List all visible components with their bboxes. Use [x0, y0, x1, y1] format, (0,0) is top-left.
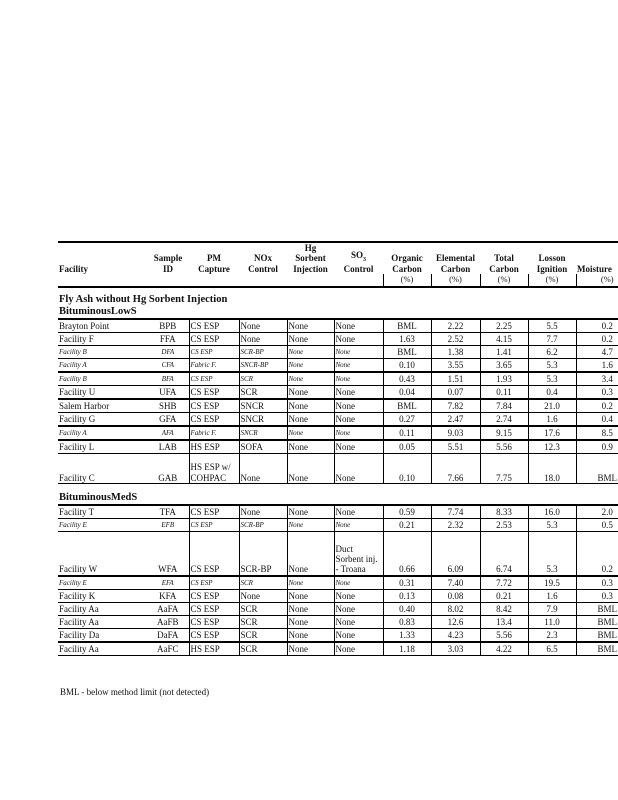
- cell-hg-sorbent: None: [287, 505, 334, 519]
- cell-moisture: 1.6: [576, 359, 618, 373]
- cell-organic-carbon: 0.10: [383, 454, 431, 484]
- cell-pm-capture: CS ESP: [189, 505, 239, 519]
- cell-pm-capture: HS ESP w/ COHPAC: [189, 454, 239, 484]
- cell-so3-control: None: [334, 628, 383, 642]
- cell-pm-capture: CS ESP: [189, 576, 239, 590]
- cell-moisture: 0.4: [576, 413, 618, 427]
- cell-so3-control: None: [334, 413, 383, 427]
- cell-sample-id: FFA: [147, 333, 189, 346]
- cell-facility: Facility L: [58, 440, 147, 454]
- cell-loss-on-ignition: 0.4: [528, 386, 576, 400]
- cell-total-carbon: 7.72: [480, 576, 528, 590]
- cell-elemental-carbon: 0.07: [431, 386, 480, 400]
- cell-loss-on-ignition: 2.3: [528, 628, 576, 642]
- cell-hg-sorbent: None: [287, 399, 334, 413]
- cell-nox-control: SCR: [239, 615, 287, 628]
- cell-loss-on-ignition: 18.0: [528, 454, 576, 484]
- cell-pm-capture: CS ESP: [189, 372, 239, 386]
- cell-hg-sorbent: None: [287, 589, 334, 602]
- cell-facility: Facility F: [58, 333, 147, 346]
- cell-total-carbon: 8.33: [480, 505, 528, 519]
- cell-loss-on-ignition: 6.2: [528, 346, 576, 359]
- cell-sample-id: CFA: [147, 359, 189, 373]
- cell-moisture: 0.5: [576, 519, 618, 532]
- cell-moisture: 0.9: [576, 440, 618, 454]
- group-bituminous-low-s: BituminousLowS: [58, 306, 618, 319]
- cell-pm-capture: CS ESP: [189, 399, 239, 413]
- cell-organic-carbon: 0.66: [383, 532, 431, 576]
- cell-moisture: BML: [576, 602, 618, 615]
- cell-hg-sorbent: None: [287, 642, 334, 656]
- col-sample-id: Sample ID: [153, 253, 183, 274]
- cell-so3-control: Duct Sorbent inj. - Troana: [334, 532, 383, 576]
- cell-sample-id: GAB: [147, 454, 189, 484]
- table-row: [58, 602, 618, 615]
- cell-organic-carbon: BML: [383, 319, 431, 333]
- cell-nox-control: None: [239, 333, 287, 346]
- cell-moisture: BML: [576, 628, 618, 642]
- cell-pm-capture: CS ESP: [189, 589, 239, 602]
- cell-hg-sorbent: None: [287, 346, 334, 359]
- table-row: [58, 346, 618, 359]
- cell-pm-capture: CS ESP: [189, 615, 239, 628]
- cell-hg-sorbent: None: [287, 426, 334, 440]
- table-row: [58, 319, 618, 333]
- cell-total-carbon: 13.4: [480, 615, 528, 628]
- cell-pm-capture: CS ESP: [189, 413, 239, 427]
- cell-loss-on-ignition: 5.3: [528, 359, 576, 373]
- cell-facility: Facility Aa: [58, 615, 147, 628]
- cell-so3-control: None: [334, 576, 383, 590]
- cell-organic-carbon: 0.40: [383, 602, 431, 615]
- cell-organic-carbon: 0.21: [383, 519, 431, 532]
- cell-organic-carbon: BML: [383, 399, 431, 413]
- table-row: [58, 386, 618, 400]
- cell-nox-control: SCR: [239, 386, 287, 400]
- table-row: [58, 359, 618, 373]
- cell-elemental-carbon: 2.22: [431, 319, 480, 333]
- cell-organic-carbon: 0.11: [383, 426, 431, 440]
- cell-loss-on-ignition: 5.3: [528, 372, 576, 386]
- cell-pm-capture: CS ESP: [189, 386, 239, 400]
- cell-total-carbon: 6.74: [480, 532, 528, 576]
- cell-nox-control: None: [239, 589, 287, 602]
- cell-nox-control: SCR: [239, 372, 287, 386]
- cell-moisture: BML: [576, 615, 618, 628]
- table-row: [58, 576, 618, 590]
- cell-total-carbon: 2.53: [480, 519, 528, 532]
- cell-organic-carbon: 0.59: [383, 505, 431, 519]
- cell-loss-on-ignition: 16.0: [528, 505, 576, 519]
- cell-elemental-carbon: 3.55: [431, 359, 480, 373]
- cell-pm-capture: CS ESP: [189, 532, 239, 576]
- cell-facility: Facility Da: [58, 628, 147, 642]
- cell-organic-carbon: 0.83: [383, 615, 431, 628]
- cell-moisture: 0.2: [576, 399, 618, 413]
- cell-total-carbon: 4.15: [480, 333, 528, 346]
- cell-elemental-carbon: 3.03: [431, 642, 480, 656]
- cell-facility: Facility E: [58, 519, 147, 532]
- col-loss-on-ignition: Losson Ignition: [536, 253, 568, 274]
- cell-hg-sorbent: None: [287, 628, 334, 642]
- cell-moisture: 2.0: [576, 505, 618, 519]
- cell-sample-id: TFA: [147, 505, 189, 519]
- cell-facility: Facility A: [58, 359, 147, 373]
- cell-nox-control: SNCR: [239, 426, 287, 440]
- cell-total-carbon: 2.25: [480, 319, 528, 333]
- cell-facility: Facility U: [58, 386, 147, 400]
- cell-moisture: 0.2: [576, 333, 618, 346]
- table-row: [58, 454, 618, 484]
- cell-nox-control: None: [239, 319, 287, 333]
- cell-facility: Brayton Point: [58, 319, 147, 333]
- cell-sample-id: LAB: [147, 440, 189, 454]
- cell-so3-control: None: [334, 346, 383, 359]
- cell-loss-on-ignition: 7.7: [528, 333, 576, 346]
- cell-total-carbon: 5.56: [480, 440, 528, 454]
- cell-loss-on-ignition: 11.0: [528, 615, 576, 628]
- cell-facility: Facility A: [58, 426, 147, 440]
- cell-sample-id: AaFA: [147, 602, 189, 615]
- cell-so3-control: None: [334, 602, 383, 615]
- cell-facility: Facility B: [58, 346, 147, 359]
- table-row: [58, 642, 618, 656]
- cell-sample-id: AFA: [147, 426, 189, 440]
- section-title: Fly Ash without Hg Sorbent Injection: [59, 294, 228, 306]
- cell-hg-sorbent: None: [287, 519, 334, 532]
- cell-moisture: BML: [576, 454, 618, 484]
- cell-hg-sorbent: None: [287, 413, 334, 427]
- cell-hg-sorbent: None: [287, 454, 334, 484]
- footnote: BML - below method limit (not detected): [60, 687, 210, 697]
- table-row: [58, 440, 618, 454]
- cell-loss-on-ignition: 1.6: [528, 413, 576, 427]
- cell-moisture: 0.2: [576, 319, 618, 333]
- cell-loss-on-ignition: 5.5: [528, 319, 576, 333]
- cell-moisture: 0.3: [576, 576, 618, 590]
- cell-total-carbon: 2.74: [480, 413, 528, 427]
- cell-nox-control: None: [239, 454, 287, 484]
- cell-moisture: 8.5: [576, 426, 618, 440]
- cell-total-carbon: 0.11: [480, 386, 528, 400]
- cell-pm-capture: Fabric F.: [189, 359, 239, 373]
- cell-so3-control: None: [334, 505, 383, 519]
- cell-organic-carbon: BML: [383, 346, 431, 359]
- cell-loss-on-ignition: 21.0: [528, 399, 576, 413]
- cell-loss-on-ignition: 17.6: [528, 426, 576, 440]
- cell-loss-on-ignition: 19.5: [528, 576, 576, 590]
- cell-pm-capture: CS ESP: [189, 333, 239, 346]
- cell-organic-carbon: 0.31: [383, 576, 431, 590]
- cell-loss-on-ignition: 5.3: [528, 519, 576, 532]
- cell-sample-id: EFA: [147, 576, 189, 590]
- cell-organic-carbon: 1.33: [383, 628, 431, 642]
- cell-so3-control: None: [334, 399, 383, 413]
- cell-elemental-carbon: 5.51: [431, 440, 480, 454]
- cell-nox-control: SCR: [239, 642, 287, 656]
- cell-facility: Facility G: [58, 413, 147, 427]
- col-organic-carbon: Organic Carbon: [391, 253, 423, 274]
- cell-pm-capture: CS ESP: [189, 519, 239, 532]
- col-elemental-carbon: Elemental Carbon: [436, 253, 475, 274]
- cell-hg-sorbent: None: [287, 440, 334, 454]
- col-facility: Facility: [59, 263, 88, 274]
- cell-nox-control: SCR-BP: [239, 346, 287, 359]
- cell-elemental-carbon: 7.40: [431, 576, 480, 590]
- cell-total-carbon: 1.41: [480, 346, 528, 359]
- cell-elemental-carbon: 4.23: [431, 628, 480, 642]
- cell-facility: Facility B: [58, 372, 147, 386]
- table-row: [58, 519, 618, 532]
- cell-sample-id: BFA: [147, 372, 189, 386]
- cell-elemental-carbon: 2.52: [431, 333, 480, 346]
- cell-total-carbon: 1.93: [480, 372, 528, 386]
- col-pm-capture: PM Capture: [198, 253, 230, 274]
- cell-hg-sorbent: None: [287, 319, 334, 333]
- cell-organic-carbon: 0.05: [383, 440, 431, 454]
- cell-sample-id: DFA: [147, 346, 189, 359]
- cell-loss-on-ignition: 7.9: [528, 602, 576, 615]
- units-row: (%) (%) (%) (%) (%): [58, 274, 618, 287]
- cell-elemental-carbon: 7.66: [431, 454, 480, 484]
- cell-so3-control: None: [334, 386, 383, 400]
- cell-loss-on-ignition: 6.5: [528, 642, 576, 656]
- cell-hg-sorbent: None: [287, 386, 334, 400]
- table-row: [58, 532, 618, 576]
- cell-total-carbon: 9.15: [480, 426, 528, 440]
- cell-elemental-carbon: 1.51: [431, 372, 480, 386]
- cell-sample-id: EFB: [147, 519, 189, 532]
- cell-pm-capture: CS ESP: [189, 602, 239, 615]
- cell-so3-control: None: [334, 426, 383, 440]
- cell-nox-control: SCR: [239, 602, 287, 615]
- table-row: [58, 399, 618, 413]
- cell-so3-control: None: [334, 589, 383, 602]
- cell-total-carbon: 4.22: [480, 642, 528, 656]
- cell-sample-id: GFA: [147, 413, 189, 427]
- table-header: [58, 242, 618, 319]
- cell-facility: Facility C: [58, 454, 147, 484]
- cell-total-carbon: 8.42: [480, 602, 528, 615]
- cell-sample-id: WFA: [147, 532, 189, 576]
- cell-elemental-carbon: 12.6: [431, 615, 480, 628]
- cell-organic-carbon: 0.13: [383, 589, 431, 602]
- table-row: [58, 426, 618, 440]
- cell-elemental-carbon: 2.47: [431, 413, 480, 427]
- cell-nox-control: SOFA: [239, 440, 287, 454]
- cell-hg-sorbent: None: [287, 576, 334, 590]
- cell-so3-control: None: [334, 440, 383, 454]
- cell-so3-control: None: [334, 615, 383, 628]
- col-moisture: Moisture: [577, 263, 612, 274]
- cell-sample-id: UFA: [147, 386, 189, 400]
- cell-nox-control: SCR-BP: [239, 532, 287, 576]
- cell-sample-id: KFA: [147, 589, 189, 602]
- cell-hg-sorbent: None: [287, 359, 334, 373]
- cell-sample-id: AaFB: [147, 615, 189, 628]
- cell-organic-carbon: 0.27: [383, 413, 431, 427]
- table-row: [58, 505, 618, 519]
- cell-total-carbon: 5.56: [480, 628, 528, 642]
- cell-nox-control: SNCR-BP: [239, 359, 287, 373]
- cell-sample-id: DaFA: [147, 628, 189, 642]
- cell-moisture: 0.3: [576, 589, 618, 602]
- cell-loss-on-ignition: 1.6: [528, 589, 576, 602]
- group-bituminous-med-s: BituminousMedS: [58, 484, 618, 506]
- cell-facility: Salem Harbor: [58, 399, 147, 413]
- cell-pm-capture: CS ESP: [189, 628, 239, 642]
- cell-pm-capture: HS ESP: [189, 642, 239, 656]
- group2-rows: [58, 505, 618, 655]
- fly-ash-carbon-table: [58, 241, 618, 656]
- cell-sample-id: SHB: [147, 399, 189, 413]
- cell-loss-on-ignition: 5.3: [528, 532, 576, 576]
- cell-organic-carbon: 1.63: [383, 333, 431, 346]
- cell-sample-id: BPB: [147, 319, 189, 333]
- cell-elemental-carbon: 2.32: [431, 519, 480, 532]
- table-row: [58, 589, 618, 602]
- cell-so3-control: None: [334, 454, 383, 484]
- cell-facility: Facility Aa: [58, 602, 147, 615]
- cell-elemental-carbon: 0.08: [431, 589, 480, 602]
- cell-organic-carbon: 0.04: [383, 386, 431, 400]
- cell-nox-control: None: [239, 505, 287, 519]
- cell-hg-sorbent: None: [287, 615, 334, 628]
- cell-so3-control: None: [334, 372, 383, 386]
- cell-moisture: 4.7: [576, 346, 618, 359]
- cell-organic-carbon: 0.10: [383, 359, 431, 373]
- cell-moisture: 0.2: [576, 532, 618, 576]
- cell-total-carbon: 3.65: [480, 359, 528, 373]
- table-row: [58, 372, 618, 386]
- cell-elemental-carbon: 9.03: [431, 426, 480, 440]
- cell-sample-id: AaFC: [147, 642, 189, 656]
- cell-hg-sorbent: None: [287, 333, 334, 346]
- cell-facility: Facility T: [58, 505, 147, 519]
- cell-hg-sorbent: None: [287, 372, 334, 386]
- cell-pm-capture: CS ESP: [189, 346, 239, 359]
- cell-moisture: BML: [576, 642, 618, 656]
- cell-nox-control: SCR: [239, 576, 287, 590]
- cell-elemental-carbon: 8.02: [431, 602, 480, 615]
- cell-facility: Facility E: [58, 576, 147, 590]
- cell-so3-control: None: [334, 359, 383, 373]
- cell-so3-control: None: [334, 319, 383, 333]
- cell-facility: Facility K: [58, 589, 147, 602]
- col-so3-control: $SO_3$ Control: [343, 250, 374, 274]
- table-row: [58, 333, 618, 346]
- cell-nox-control: SNCR: [239, 413, 287, 427]
- table-row: [58, 615, 618, 628]
- cell-so3-control: None: [334, 333, 383, 346]
- group1-rows: [58, 319, 618, 484]
- cell-so3-control: None: [334, 642, 383, 656]
- cell-nox-control: SCR-BP: [239, 519, 287, 532]
- cell-hg-sorbent: None: [287, 532, 334, 576]
- cell-elemental-carbon: 1.38: [431, 346, 480, 359]
- col-total-carbon: Total Carbon: [489, 253, 519, 274]
- cell-nox-control: SNCR: [239, 399, 287, 413]
- cell-total-carbon: 7.84: [480, 399, 528, 413]
- cell-pm-capture: Fabric F.: [189, 426, 239, 440]
- col-nox-control: NOx Control: [248, 253, 278, 274]
- cell-pm-capture: HS ESP: [189, 440, 239, 454]
- cell-facility: Facility W: [58, 532, 147, 576]
- table-row: [58, 628, 618, 642]
- cell-moisture: 3.4: [576, 372, 618, 386]
- cell-elemental-carbon: 7.74: [431, 505, 480, 519]
- cell-organic-carbon: 1.18: [383, 642, 431, 656]
- table-row: [58, 413, 618, 427]
- cell-organic-carbon: 0.43: [383, 372, 431, 386]
- col-hg-sorbent: Hg Sorbent Injection: [293, 243, 328, 274]
- cell-elemental-carbon: 7.82: [431, 399, 480, 413]
- cell-total-carbon: 7.75: [480, 454, 528, 484]
- cell-hg-sorbent: None: [287, 602, 334, 615]
- cell-total-carbon: 0.21: [480, 589, 528, 602]
- cell-loss-on-ignition: 12.3: [528, 440, 576, 454]
- cell-facility: Facility Aa: [58, 642, 147, 656]
- cell-nox-control: SCR: [239, 628, 287, 642]
- cell-so3-control: None: [334, 519, 383, 532]
- cell-elemental-carbon: 6.09: [431, 532, 480, 576]
- cell-pm-capture: CS ESP: [189, 319, 239, 333]
- cell-moisture: 0.3: [576, 386, 618, 400]
